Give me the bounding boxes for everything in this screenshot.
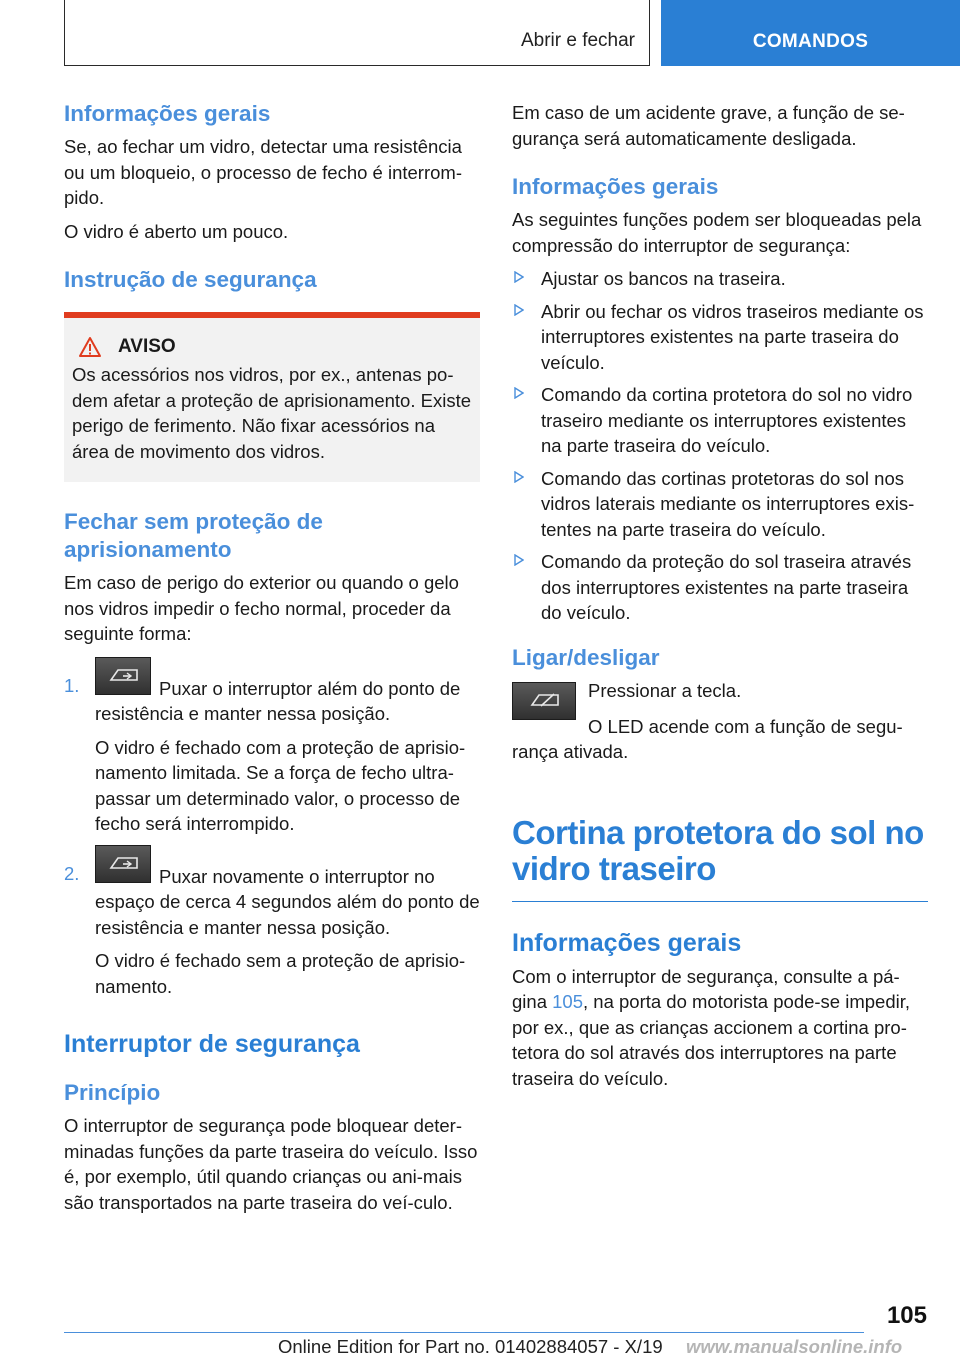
window-switch-icon <box>95 657 151 695</box>
footer-edition: Online Edition for Part no. 01402884057 - X/19 <box>278 1336 663 1357</box>
onoff-heading: Ligar/desligar <box>512 644 660 670</box>
warning-label: AVISO <box>118 336 176 357</box>
info-intro-right: As seguintes funções podem ser bloqueadas pela compressão do interruptor de segurança: <box>512 209 922 256</box>
info-heading: Informações gerais <box>64 101 271 126</box>
info-heading-2: Informações gerais <box>512 928 742 957</box>
chapter-heading: Cortina protetora do sol no vidro traseiro <box>512 815 928 902</box>
step-text: Puxar o interruptor além do ponto de resistência e manter nessa posição. <box>95 677 461 724</box>
safety-switch-heading: Interruptor de segurança <box>64 1030 360 1058</box>
footer-divider <box>64 1332 864 1333</box>
info-paragraph-1: Se, ao fechar um vidro, detectar uma resistência ou um bloqueio, o processo de fecho é interrom-pido. <box>64 136 462 208</box>
page-number: 105 <box>886 1302 927 1329</box>
step-note: O vidro é fechado com a proteção de aprisio-namento limitada. Se a força de fecho ultra-passar um determinado valor, o processo de fecho será interrompido. <box>95 736 466 834</box>
right-column <box>512 100 928 1099</box>
safety-switch-button-icon <box>512 682 576 720</box>
window-switch-icon <box>95 845 151 883</box>
list-item: Comando das cortinas protetoras do sol nos vidros laterais mediante os interruptores exis-tentes na parte traseira do veículo. <box>512 466 928 543</box>
triangle-bullet-icon <box>514 271 524 283</box>
info2-paragraph: Com o interruptor de segurança, consulte a pá-gina 105, na porta do motorista pode-se impedir, por ex., que as crianças accionem a cortina pro-tetora do sol através dos interruptores na parte traseira do veículo. <box>512 965 911 1089</box>
triangle-bullet-icon <box>514 554 524 566</box>
triangle-bullet-icon <box>514 304 524 316</box>
principle-text: O interruptor de segurança pode bloquear deter-minadas funções da parte traseira do veículo. Isso é, por exemplo, útil quando crianças ou ani-mais são transportados na parte traseira do veí-culo. <box>64 1115 478 1213</box>
bullet-list <box>512 266 928 626</box>
warning-text: Os acessórios nos vidros, por ex., antenas po-dem afetar a proteção de aprisionamento. Existe perigo de ferimento. Não fixar acessórios na área de movimento dos vidros. <box>72 364 472 462</box>
close-heading: Fechar sem proteção de aprisionamento <box>64 509 323 562</box>
header-section-title: Abrir e fechar <box>520 30 635 51</box>
warning-header <box>72 336 472 358</box>
list-item: Comando da cortina protetora do sol no vidro traseiro mediante os interruptores existentes na parte traseira do veículo. <box>512 382 928 459</box>
triangle-bullet-icon <box>514 387 524 399</box>
warning-triangle-icon <box>78 336 102 358</box>
warning-box <box>64 312 480 482</box>
step-text: Puxar novamente o interruptor no espaço de cerca 4 segundos além do ponto de resistência e manter nessa posição. <box>95 865 480 938</box>
info-paragraph-2: O vidro é aberto um pouco. <box>64 220 289 242</box>
left-column <box>64 100 480 1223</box>
header-section-box <box>64 0 650 66</box>
list-item: Ajustar os bancos na traseira. <box>512 266 928 292</box>
footer-watermark: www.manualsonline.info <box>686 1336 903 1357</box>
onoff-led-note: O LED acende com a função de segu-rança ativada. <box>512 715 903 762</box>
safety-heading: Instrução de segurança <box>64 267 317 292</box>
list-item: Comando da proteção do sol traseira através dos interruptores existentes na parte traseira do veículo. <box>512 549 928 626</box>
step-1 <box>64 657 480 837</box>
list-item: Abrir ou fechar os vidros traseiros mediante os interruptores existentes na parte traseira do veículo. <box>512 299 928 376</box>
step-number: 2. <box>64 862 80 884</box>
page-link[interactable]: 105 <box>552 991 583 1012</box>
info-heading-right: Informações gerais <box>512 174 719 199</box>
step-note: O vidro é fechado sem a proteção de aprisio-namento. <box>95 950 466 997</box>
triangle-bullet-icon <box>514 471 524 483</box>
accident-paragraph: Em caso de um acidente grave, a função de se-gurança será automaticamente desligada. <box>512 102 905 149</box>
step-2 <box>64 845 480 1000</box>
principle-heading: Princípio <box>64 1080 161 1105</box>
steps-list <box>64 657 480 1000</box>
step-number: 1. <box>64 674 80 696</box>
close-intro: Em caso de perigo do exterior ou quando o gelo nos vidros impedir o fecho normal, proceder da seguinte forma: <box>64 572 459 644</box>
header-chapter-tab: COMANDOS <box>661 0 960 66</box>
onoff-step: Pressionar a tecla. <box>588 679 742 701</box>
